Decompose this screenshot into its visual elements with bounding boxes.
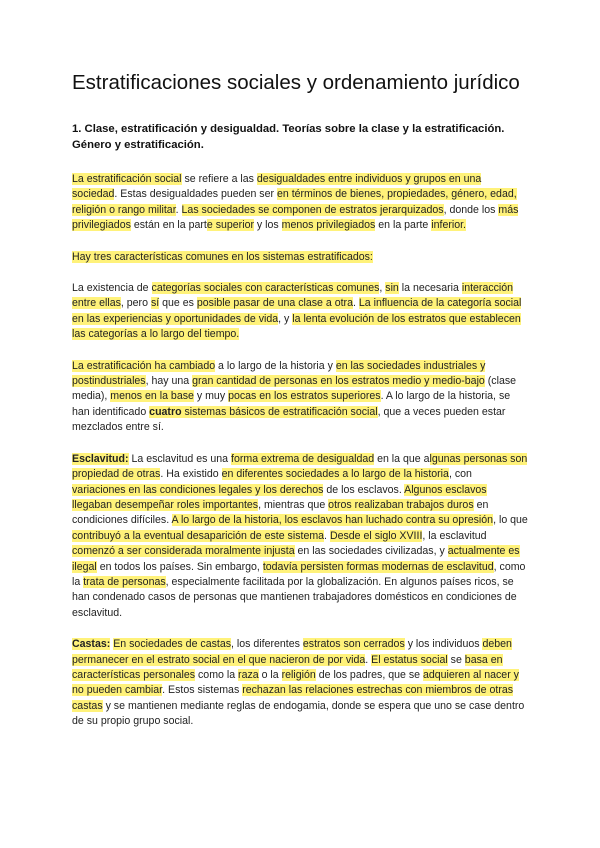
text-run: en la que a — [374, 452, 430, 465]
highlight: variaciones en las condiciones legales y los derechos — [72, 483, 324, 496]
highlight: Desde el siglo XVIII — [329, 529, 423, 542]
highlight: menos privilegiados — [281, 219, 376, 232]
highlight: contribuyó a la eventual desaparición de este sistema — [72, 529, 325, 542]
text-run: , los diferentes — [231, 638, 303, 651]
highlight: forma extrema de desigualdad — [231, 452, 375, 465]
highlight: desigualdades entre individuos y grupos en una sociedad — [72, 173, 482, 201]
highlight: raza — [238, 668, 259, 681]
paragraph-castes — [72, 637, 528, 729]
text-run: de los esclavos. — [323, 483, 405, 496]
text-run: y se mantienen mediante reglas de endogamia, donde se espera que uno se case dentro de su propio grupo social. — [72, 699, 525, 728]
highlight: otros realizaban trabajos duros — [328, 498, 474, 511]
highlight: menos en la base — [110, 390, 194, 403]
text-run: o la — [258, 668, 282, 681]
highlight: deben permanecer en el estrato social en el que nacieron de por vida — [72, 638, 512, 666]
paragraph-stratification-definition — [72, 172, 528, 234]
highlight: actualmente es ilegal — [72, 545, 520, 573]
highlight: estratos son cerrados — [302, 638, 405, 651]
text-run: en las sociedades civilizadas, y — [294, 545, 448, 558]
highlight-bold: cuatro — [149, 405, 182, 418]
highlight: trata de personas — [83, 575, 166, 588]
text-run: . Estas desigualdades pueden ser — [114, 188, 277, 201]
text-run: , hay una — [145, 375, 193, 388]
text-run: que es — [159, 297, 197, 310]
highlight: Algunos esclavos llegaban desempeñar roles importantes — [72, 483, 487, 511]
text-run: , que a veces pueden estar mezclados entre sí. — [72, 405, 506, 434]
highlight: en diferentes sociedades a lo largo de la historia — [221, 468, 449, 481]
paragraph-three-characteristics — [72, 250, 528, 265]
section-heading: 1. Clase, estratificación y desigualdad. Teorías sobre la clase y la estratificación. Género y estratificación. — [72, 123, 505, 151]
highlight: e superior — [206, 219, 254, 232]
text-run: se refiere a las — [181, 173, 257, 185]
text-run: La existencia de — [72, 282, 152, 295]
highlight: rechazan las relaciones estrechas con miembros de otras castas — [72, 684, 514, 712]
text-run: , la esclavitud — [422, 529, 487, 542]
text-run: , lo que — [493, 514, 528, 527]
highlight: más privilegiados — [72, 203, 519, 232]
text-run: . — [175, 203, 182, 216]
text-run: , mientras que — [258, 498, 329, 511]
highlight-bold: Esclavitud: — [72, 452, 129, 465]
document-title: Estratificaciones sociales y ordenamiento jurídico — [72, 71, 520, 94]
text-run: . A lo largo de la historia, se han identificado — [72, 390, 511, 418]
text-run: a lo largo de la historia y — [215, 359, 336, 372]
highlight: adquieren al nacer y no pueden cambiar — [72, 668, 519, 697]
text-run: la necesaria — [398, 282, 462, 295]
text-run: se — [447, 653, 465, 666]
text-run: y los individuos — [404, 638, 483, 651]
highlight: en las sociedades industriales y postindustriales — [72, 359, 486, 388]
highlight: sistemas básicos de estratificación social — [181, 405, 378, 418]
highlight: religión — [281, 668, 316, 681]
highlight: lgunas personas son propiedad de otras — [72, 452, 528, 481]
paragraph-slavery — [72, 452, 528, 621]
highlight: sí — [150, 297, 160, 310]
highlight: A lo largo de la historia, los esclavos han luchado contra su opresión — [171, 514, 494, 527]
text-run: y los — [253, 219, 282, 232]
highlight: La estratificación ha cambiado — [72, 359, 216, 372]
highlight: la lenta evolución de los estratos que establecen las categorías a lo largo del tiempo. — [72, 312, 521, 341]
text-run: , y — [278, 312, 293, 325]
text-run: están en la part — [130, 219, 207, 232]
highlight: interacción entre ellas — [72, 282, 514, 310]
highlight: pocas en los estratos superiores — [228, 390, 381, 403]
highlight: La estratificación social — [72, 173, 182, 185]
highlight: La influencia de la categoría social en las experiencias y oportunidades de vida — [72, 297, 522, 325]
text-run: (clase media), — [72, 375, 517, 403]
highlight: gran cantidad de personas en los estratos medio y medio-bajo — [192, 375, 485, 388]
text-run: , donde los — [443, 203, 499, 216]
text-run: en condiciones difíciles. — [72, 498, 489, 527]
highlight: todavía persisten formas modernas de esclavitud — [262, 560, 494, 573]
highlight: posible pasar de una clase a otra — [196, 297, 353, 310]
text-run: . — [324, 529, 330, 542]
highlight-bold: Castas: — [72, 638, 111, 651]
paragraph-characteristics-list — [72, 281, 528, 343]
text-run: y muy — [193, 390, 229, 403]
text-run: en la parte — [375, 219, 432, 232]
text-run: La esclavitud es una — [128, 452, 232, 465]
text-run: . — [352, 297, 359, 310]
text-run: , especialmente facilitada por la globalización. En algunos países ricos, se han condenado casos de personas que mantienen trabajadores domésticos en condiciones de esclavitud. — [72, 575, 517, 619]
highlight: categorías sociales con características comunes — [151, 282, 380, 295]
highlight: en términos de bienes, propiedades, género, edad, religión o rango militar — [72, 188, 517, 216]
text-run: como la — [195, 668, 239, 681]
text-run: , pero — [120, 297, 151, 310]
text-run: . — [365, 653, 372, 666]
text-run: , con — [448, 468, 472, 481]
text-run: . Ha existido — [160, 468, 222, 481]
highlight: En sociedades de castas — [113, 638, 232, 651]
text-run: , como la — [72, 560, 526, 588]
text-run: en todos los países. Sin embargo, — [96, 560, 263, 573]
text-run: . Estos sistemas — [162, 684, 243, 697]
highlight: inferior. — [431, 219, 466, 232]
paragraph-stratification-history — [72, 359, 528, 436]
text-run: , — [379, 282, 386, 295]
text-run: de los padres, que se — [315, 668, 423, 681]
highlight: comenzó a ser considerada moralmente injusta — [72, 545, 295, 558]
highlight: El estatus social — [371, 653, 448, 666]
highlight: basa en características personales — [72, 653, 503, 681]
highlight: Hay tres características comunes en los sistemas estratificados: — [72, 250, 373, 263]
highlight: sin — [385, 282, 399, 295]
highlight: Las sociedades se componen de estratos jerarquizados — [181, 203, 444, 216]
